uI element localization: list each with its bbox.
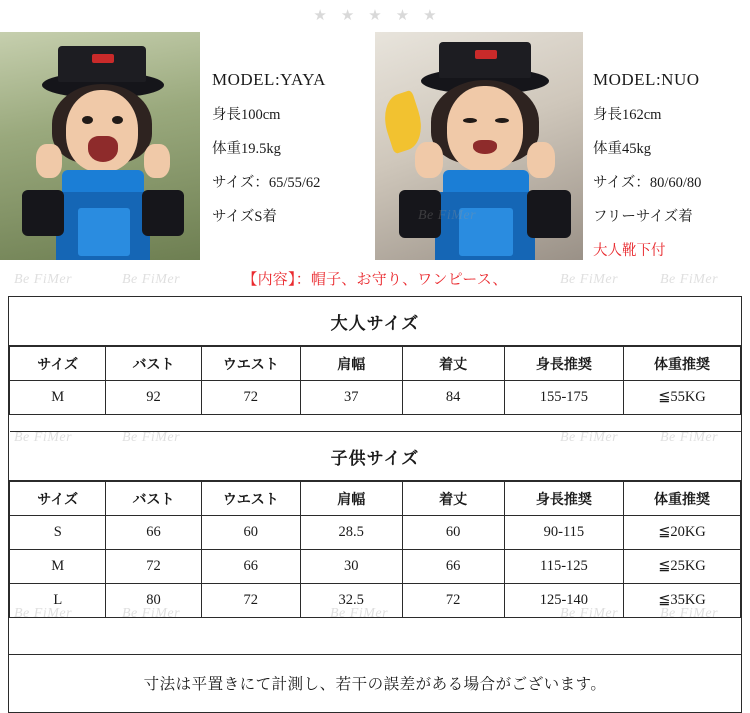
cell-shoulder: 37 xyxy=(300,381,402,415)
model-title: MODEL:YAYA xyxy=(212,70,326,89)
model-weight: 体重19.5kg xyxy=(212,141,281,157)
model-height: 身長162cm xyxy=(593,107,662,123)
cell-waist: 66 xyxy=(201,550,300,584)
mouth-shape xyxy=(88,136,118,162)
face-shape xyxy=(447,86,523,172)
table-row xyxy=(10,516,741,550)
model-measurements: サイズ：80/60/80 xyxy=(593,175,702,191)
cell-shoulder: 30 xyxy=(300,550,402,584)
sleeve-shape xyxy=(22,190,64,236)
cell-waist: 72 xyxy=(201,584,300,618)
watermark: Be FiMer xyxy=(122,606,181,621)
cell-weight-rec: ≦25KG xyxy=(623,550,740,584)
sleeve-shape xyxy=(399,190,441,238)
watermark: Be FiMer xyxy=(122,272,181,287)
star-icon: ★ xyxy=(340,7,355,24)
cell-length: 60 xyxy=(402,516,504,550)
cell-size: M xyxy=(10,381,106,415)
col-waist: ウエスト xyxy=(201,347,300,381)
model-worn-size: フリーサイズ着 xyxy=(593,209,693,225)
table-header-row xyxy=(10,482,741,516)
hat-badge-shape xyxy=(92,54,114,63)
col-bust: バスト xyxy=(106,347,201,381)
watermark: Be FiMer xyxy=(560,272,619,287)
cell-height-rec: 125-140 xyxy=(504,584,623,618)
col-weight-rec: 体重推奨 xyxy=(623,347,740,381)
eye-shape xyxy=(82,116,93,124)
model-pane-yaya xyxy=(0,32,375,260)
col-length: 着丈 xyxy=(402,347,504,381)
table-row xyxy=(10,550,741,584)
model-photo-nuo xyxy=(375,32,583,260)
watermark: Be FiMer xyxy=(560,430,619,445)
adult-size-table xyxy=(9,297,741,432)
model-photo-yaya xyxy=(0,32,200,260)
child-size-title: 子供サイズ xyxy=(9,432,741,481)
model-height: 身長100cm xyxy=(212,107,281,123)
watermark: Be FiMer xyxy=(660,272,719,287)
star-divider xyxy=(0,0,750,32)
eye-shape xyxy=(463,118,477,123)
table-row xyxy=(10,381,741,415)
cell-shoulder: 32.5 xyxy=(300,584,402,618)
adult-size-title: 大人サイズ xyxy=(9,297,741,346)
watermark: Be FiMer xyxy=(122,430,181,445)
model-weight: 体重45kg xyxy=(593,141,651,157)
table-row xyxy=(10,584,741,618)
model-info-nuo xyxy=(593,32,750,260)
star-icon: ★ xyxy=(395,7,410,24)
cell-weight-rec: ≦35KG xyxy=(623,584,740,618)
cell-bust: 92 xyxy=(106,381,201,415)
dress-bib-shape xyxy=(459,208,513,256)
hat-badge-shape xyxy=(475,50,497,59)
watermark: Be FiMer xyxy=(660,606,719,621)
col-bust: バスト xyxy=(106,482,201,516)
cell-bust: 66 xyxy=(106,516,201,550)
cell-height-rec: 90-115 xyxy=(504,516,623,550)
hat-shape xyxy=(58,46,146,82)
col-height-rec: 身長推奨 xyxy=(504,347,623,381)
model-photo-section xyxy=(0,32,750,260)
cell-bust: 72 xyxy=(106,550,201,584)
sleeve-shape xyxy=(527,190,571,238)
col-size: サイズ xyxy=(10,347,106,381)
dress-bib-shape xyxy=(78,208,130,256)
col-shoulder: 肩幅 xyxy=(300,482,402,516)
eye-shape xyxy=(495,118,509,123)
table-spacer-row xyxy=(10,415,741,432)
hand-shape xyxy=(527,142,555,178)
hat-shape xyxy=(439,42,531,78)
col-shoulder: 肩幅 xyxy=(300,347,402,381)
watermark: Be FiMer xyxy=(14,272,73,287)
cell-length: 72 xyxy=(402,584,504,618)
watermark: Be FiMer xyxy=(418,208,477,223)
model-bonus-note: 大人靴下付 xyxy=(593,243,666,259)
cell-weight-rec: ≦55KG xyxy=(623,381,740,415)
watermark: Be FiMer xyxy=(14,606,73,621)
model-pane-nuo xyxy=(375,32,750,260)
cell-waist: 60 xyxy=(201,516,300,550)
star-icon: ★ xyxy=(313,7,327,24)
spacer-cell xyxy=(10,415,741,432)
cell-size: L xyxy=(10,584,106,618)
table-header-row xyxy=(10,347,741,381)
col-height-rec: 身長推奨 xyxy=(504,482,623,516)
mouth-shape xyxy=(473,140,497,154)
watermark: Be FiMer xyxy=(660,430,719,445)
model-title: MODEL:NUO xyxy=(593,70,700,89)
model-worn-size: サイズS着 xyxy=(212,209,277,225)
star-icon: ★ xyxy=(368,7,382,24)
cell-length: 66 xyxy=(402,550,504,584)
watermark: Be FiMer xyxy=(560,606,619,621)
col-waist: ウエスト xyxy=(201,482,300,516)
hand-shape xyxy=(36,144,62,178)
hand-shape xyxy=(415,142,443,178)
cell-shoulder: 28.5 xyxy=(300,516,402,550)
child-size-table xyxy=(9,432,741,618)
cell-size: M xyxy=(10,550,106,584)
watermark: Be FiMer xyxy=(330,606,389,621)
model-info-yaya xyxy=(212,32,375,260)
cell-height-rec: 115-125 xyxy=(504,550,623,584)
hand-shape xyxy=(144,144,170,178)
table-bottom-gap xyxy=(9,618,741,654)
eye-shape xyxy=(112,116,123,124)
col-weight-rec: 体重推奨 xyxy=(623,482,740,516)
col-size: サイズ xyxy=(10,482,106,516)
sleeve-shape xyxy=(142,190,184,236)
model-measurements: サイズ：65/55/62 xyxy=(212,175,321,191)
package-contents-text: 【内容】：帽子、お守り、ワンピース、 xyxy=(242,271,508,288)
cell-length: 84 xyxy=(402,381,504,415)
measurement-note: 寸法は平置きにて計測し、若干の誤差がある場合がございます。 xyxy=(9,654,741,712)
cell-waist: 72 xyxy=(201,381,300,415)
cell-size: S xyxy=(10,516,106,550)
star-icon: ★ xyxy=(423,7,437,24)
cell-bust: 80 xyxy=(106,584,201,618)
size-chart xyxy=(8,296,742,713)
watermark: Be FiMer xyxy=(14,430,73,445)
cell-height-rec: 155-175 xyxy=(504,381,623,415)
cell-weight-rec: ≦20KG xyxy=(623,516,740,550)
col-length: 着丈 xyxy=(402,482,504,516)
